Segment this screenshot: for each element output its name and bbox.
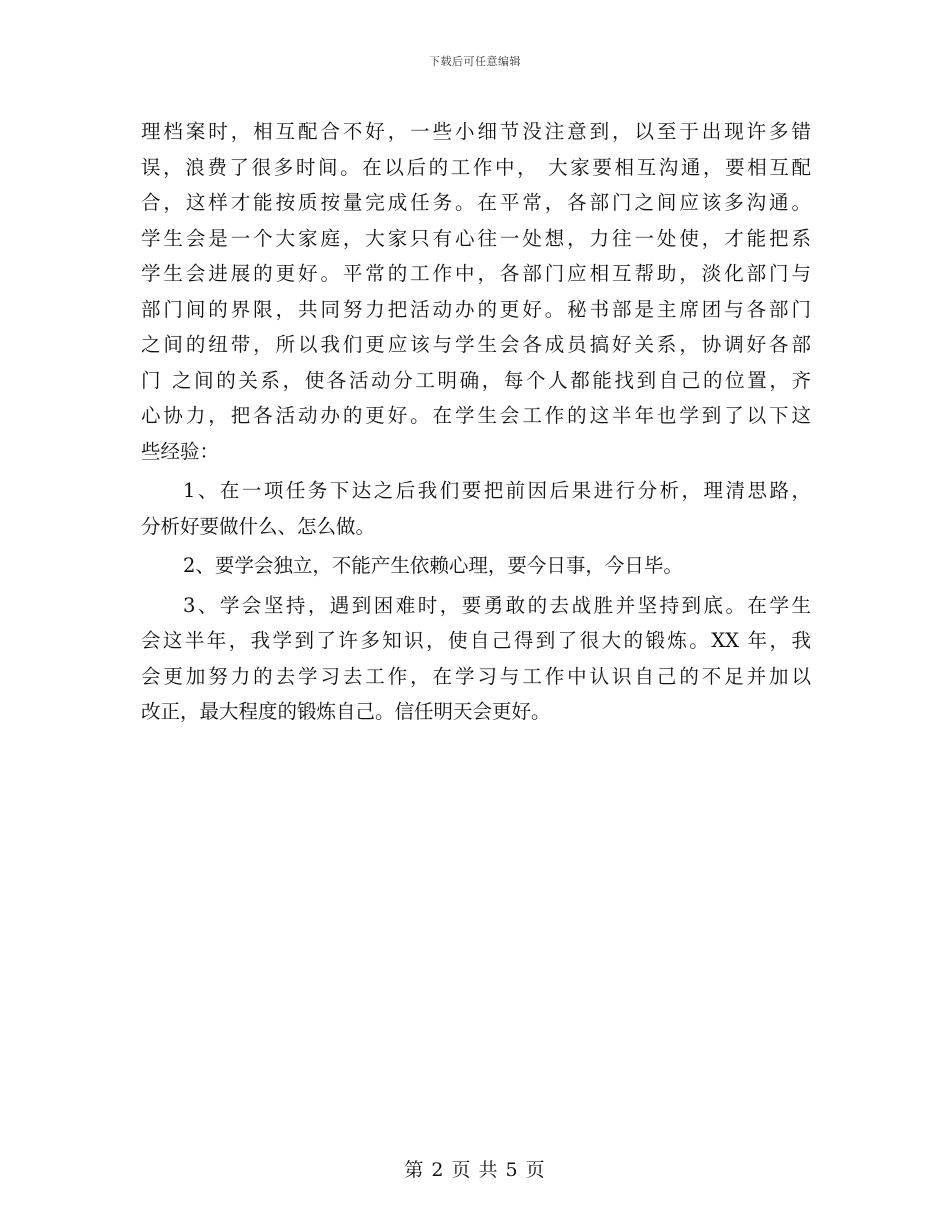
- text-line: 分析好要做什么、怎么做。: [141, 514, 376, 538]
- page-header: 下载后可任意编辑: [429, 55, 521, 68]
- text-line: 改正，最大程度的锻炼自己。信任明天会更好。: [141, 700, 551, 723]
- document-body: [141, 110, 811, 730]
- paragraph: [141, 588, 811, 730]
- text-line: 部门间的界限，共同努力把活动办的更好。秘书部是主席团与各部门: [141, 297, 811, 321]
- text-line: 门 之间的关系，使各活动分工明确，每个人都能找到自己的位置，齐: [141, 368, 811, 392]
- text-line: 些经验：: [141, 439, 220, 463]
- text-line: 3、学会坚持，遇到困难时，要勇敢的去战胜并坚持到底。在学生: [183, 593, 811, 617]
- text-line: 1、在一项任务下达之后我们要把前因后果进行分析，理清思路，: [183, 479, 811, 502]
- paragraph: [141, 114, 811, 469]
- paragraph: [141, 473, 811, 544]
- text-line: 会这半年，我学到了许多知识，使自己得到了很大的锻炼。XX 年，我: [141, 629, 811, 652]
- text-line: 会更加努力的去学习去工作，在学习与工作中认识自己的不足并加以: [141, 664, 811, 688]
- text-line: 之间的纽带，所以我们更应该与学生会各成员搞好关系，协调好各部: [141, 333, 811, 356]
- text-line: 2、要学会独立，不能产生依赖心理，要今日事，今日毕。: [183, 554, 683, 577]
- page-number-footer: 第 2 页 共 5 页: [404, 1159, 546, 1181]
- text-line: 理档案时，相互配合不好，一些小细节没注意到，以至于出现许多错: [141, 120, 811, 143]
- text-line: 心协力，把各活动办的更好。在学生会工作的这半年也学到了以下这: [141, 404, 811, 427]
- text-line: 合，这样才能按质按量完成任务。在平常，各部门之间应该多沟通。: [141, 191, 811, 214]
- paragraph: [141, 548, 811, 584]
- text-line: 学生会进展的更好。平常的工作中，各部门应相互帮助，淡化部门与: [141, 262, 811, 285]
- text-line: 学生会是一个大家庭，大家只有心往一处想，力往一处使，才能把系: [141, 226, 811, 250]
- text-line: 误，浪费了很多时间。在以后的工作中， 大家要相互沟通，要相互配: [141, 155, 811, 179]
